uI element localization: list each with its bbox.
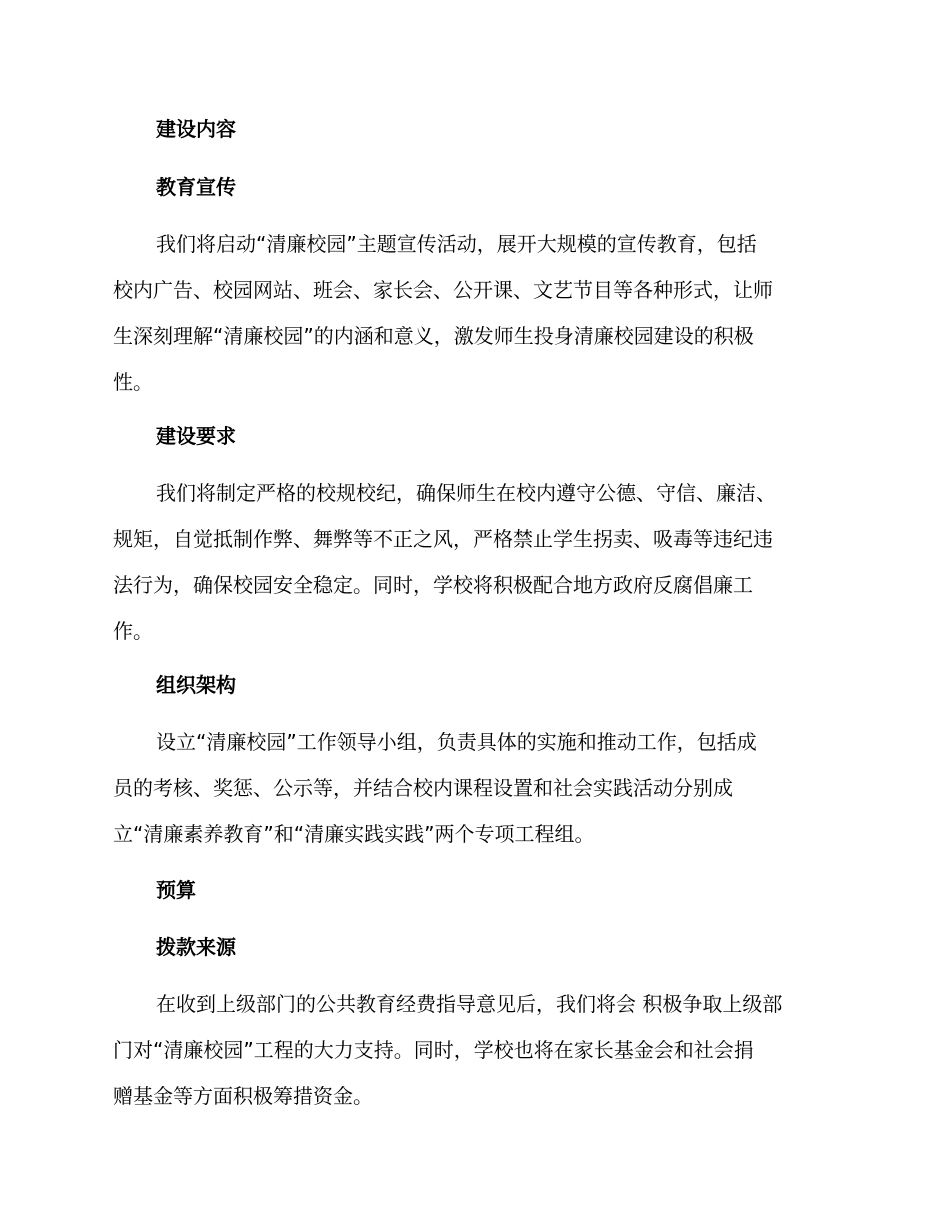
heading-construction-requirements: 建设要求 [156,424,236,448]
paragraph-line: 规矩，自觉抵制作弊、舞弊等不正之风，严格禁止学生拐卖、吸毒等违纪违 [113,527,773,551]
paragraph-line: 在收到上级部门的公共教育经费指导意见后，我们将会 积极争取上级部 [156,992,783,1016]
paragraph-construction-requirements [113,470,843,654]
paragraph-line: 性。 [113,370,153,394]
paragraph-line: 我们将制定严格的校规校纪，确保师生在校内遵守公德、守信、廉洁、 [156,481,776,505]
heading-education-promotion: 教育宣传 [156,175,236,199]
paragraph-line: 作。 [113,619,153,643]
paragraph-line: 我们将启动“清廉校园”主题宣传活动，展开大规模的宣传教育，包括 [156,232,757,256]
paragraph-line: 门对“清廉校园”工程的大力支持。同时，学校也将在家长基金会和社会捐 [113,1038,754,1062]
paragraph-line: 法行为，确保校园安全稳定。同时，学校将积极配合地方政府反腐倡廉工 [113,573,753,597]
paragraph-organization-structure [113,719,843,857]
paragraph-line: 员的考核、奖惩、公示等，并结合校内课程设置和社会实践活动分别成 [113,776,733,800]
paragraph-education-promotion [113,221,843,405]
heading-budget: 预算 [156,878,196,902]
heading-organization-structure: 组织架构 [156,673,236,697]
heading-funding-source: 拨款来源 [156,935,236,959]
paragraph-funding-source [113,981,843,1119]
paragraph-line: 校内广告、校园网站、班会、家长会、公开课、文艺节目等各种形式，让师 [113,278,773,302]
heading-construction-content: 建设内容 [156,117,236,141]
paragraph-line: 赠基金等方面积极筹措资金。 [113,1084,373,1108]
paragraph-line: 设立“清廉校园”工作领导小组，负责具体的实施和推动工作，包括成 [156,730,757,754]
paragraph-line: 生深刻理解“清廉校园”的内涵和意义，激发师生投身清廉校园建设的积极 [113,324,754,348]
paragraph-line: 立“清廉素养教育”和“清廉实践实践”两个专项工程组。 [113,822,595,846]
